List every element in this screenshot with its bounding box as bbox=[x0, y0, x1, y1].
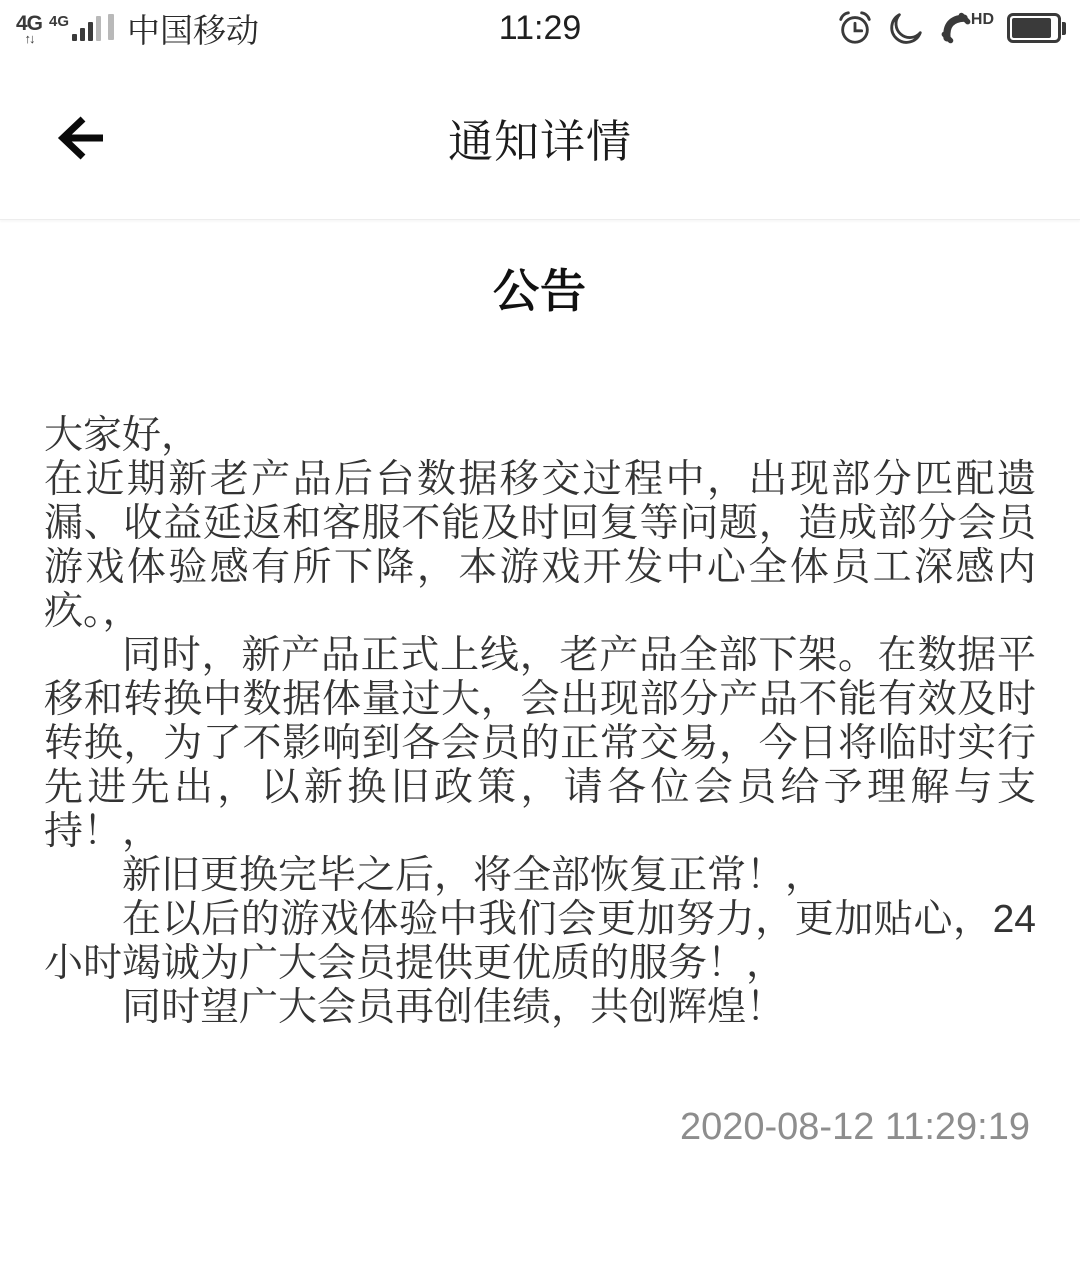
phone-handset-icon bbox=[938, 10, 974, 46]
status-time: 11:29 bbox=[498, 8, 582, 47]
notice-paragraph: 新旧更换完毕之后，将全部恢复正常！， bbox=[122, 854, 825, 897]
notice-paragraph: 同时望广大会员再创佳绩，共创辉煌！ bbox=[122, 986, 786, 1029]
notice-title: 公告 bbox=[493, 265, 587, 317]
network-4g-badge-small: 4G bbox=[49, 13, 70, 30]
alarm-clock-icon bbox=[836, 9, 874, 47]
status-bar bbox=[0, 0, 1080, 56]
notice-paragraph: 在近期新老产品后台数据移交过程中，出现部分匹配遗漏、收益延返和客服不能及时回复等问题，造成部分会员游戏体验感有所下降，本游戏开发中心全体员工深感内疚。， bbox=[44, 458, 1036, 633]
back-button[interactable] bbox=[44, 100, 120, 176]
notice-content bbox=[0, 220, 1080, 1149]
moon-dnd-icon bbox=[887, 9, 925, 47]
battery-icon bbox=[1007, 13, 1066, 43]
carrier-name: 中国移动 bbox=[127, 11, 260, 49]
notice-paragraph: 在以后的游戏体验中我们会更加努力，更加贴心，24小时竭诚为广大会员提供更优质的服务！， bbox=[44, 898, 1036, 985]
hd-label: HD bbox=[970, 11, 994, 28]
page-title: 通知详情 bbox=[447, 116, 632, 167]
data-updown-arrows-icon: ↑↓ bbox=[24, 31, 34, 46]
hd-call-icon bbox=[938, 10, 994, 46]
status-right-cluster bbox=[836, 9, 1066, 47]
notice-paragraph: 大家好， bbox=[44, 414, 201, 457]
notice-paragraph: 同时，新产品正式上线，老产品全部下架。在数据平移和转换中数据体量过大，会出现部分产品不能有效及时转换，为了不影响到各会员的正常交易，今日将临时实行先进先出，以新换旧政策，请各位会员给予理解与支持！， bbox=[44, 634, 1036, 853]
app-header bbox=[0, 56, 1080, 220]
back-arrow-icon bbox=[53, 109, 111, 167]
network-4g-badge: 4G bbox=[16, 12, 43, 35]
notice-timestamp: 2020-08-12 11:29:19 bbox=[679, 1106, 1030, 1148]
notice-body bbox=[0, 414, 1080, 1030]
